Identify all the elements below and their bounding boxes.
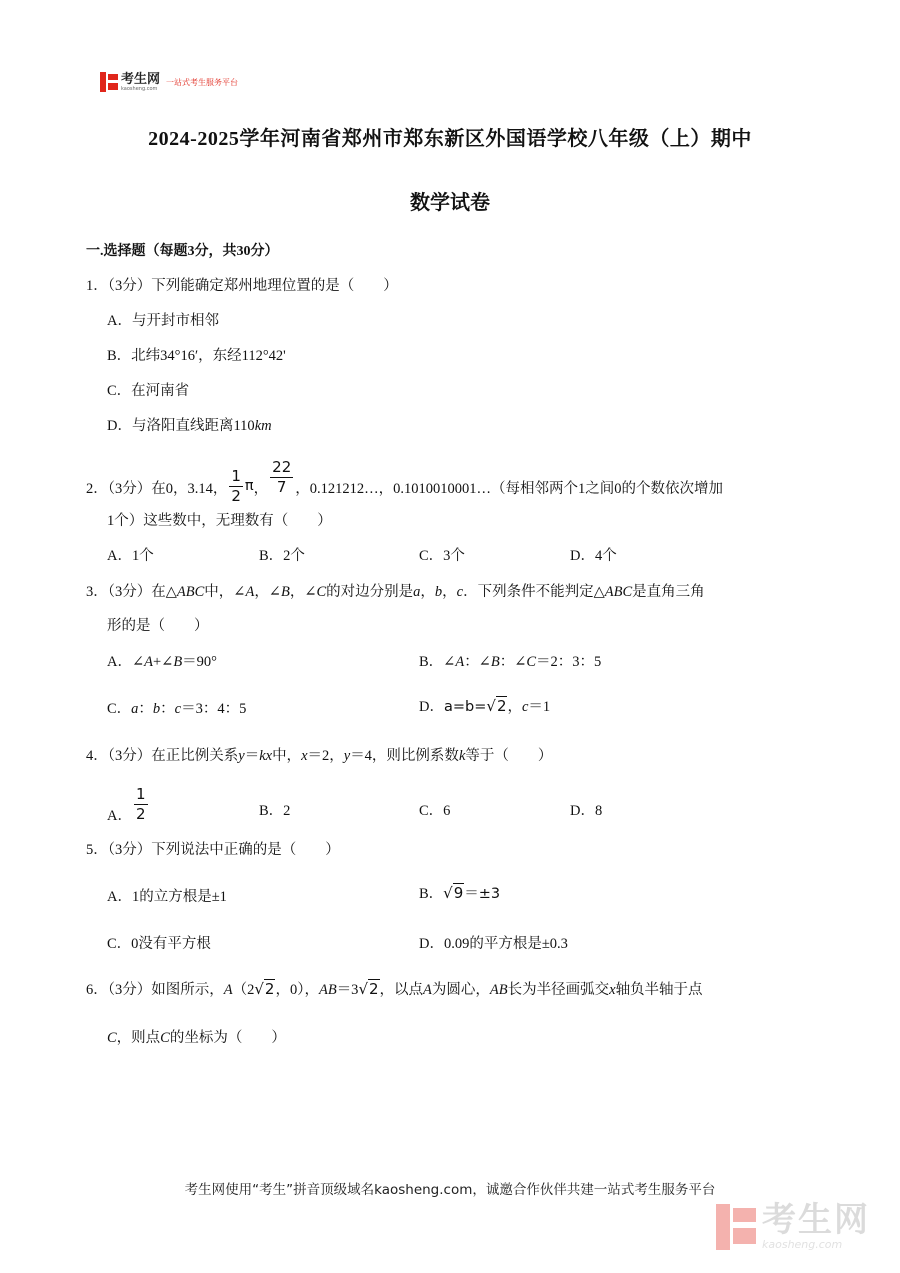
question-2-option-c: C．3个: [419, 548, 465, 564]
logo-domain: kaosheng.com: [121, 85, 158, 92]
question-5-option-d: D．0.09的平方根是±0.3: [419, 936, 568, 952]
watermark: [716, 1200, 870, 1251]
logo-slogan: 一站式考生服务平台: [166, 77, 239, 87]
question-2-option-d: D．4个: [570, 548, 617, 564]
watermark-logo-icon: [716, 1204, 756, 1250]
question-1-option-d: D．与洛阳直线距离110km: [107, 418, 272, 434]
question-3-option-c: C．a：b：c＝3：4：5: [107, 701, 247, 717]
watermark-text: 考生网: [762, 1200, 870, 1240]
question-2-stem-line2: 1个）这些数中，无理数有（ ）: [107, 513, 332, 529]
logo-icon: [100, 72, 118, 92]
fraction-22-7: $\frac{22}{7}$: [272, 458, 292, 496]
question-1-stem: 1．（3分）下列能确定郑州地理位置的是（ ）: [86, 278, 398, 294]
watermark-domain: kaosheng.com: [762, 1238, 843, 1251]
footer-text: 考生网使用“考生”拼音顶级域名kaosheng.com，诚邀合作伙伴共建一站式考生服务平台: [184, 1182, 716, 1198]
question-1-option-b: B．北纬34°16′，东经112°42': [107, 348, 286, 364]
fraction-one-half: $\frac{1}{2}$: [135, 785, 146, 823]
question-5-option-a: A．1的立方根是±1: [107, 889, 227, 905]
sqrt-symbol: √2: [358, 980, 379, 998]
fraction-one-half: $\frac{1}{2}$: [231, 466, 241, 505]
question-3-stem-line2: 形的是（ ）: [107, 618, 209, 634]
question-1-option-a: A．与开封市相邻: [107, 313, 219, 329]
question-6-stem-line2: C，则点C的坐标为（ ）: [107, 1030, 286, 1046]
question-4-option-c: C．6: [419, 803, 451, 819]
question-3-stem: 3．（3分）在△ABC中，∠A，∠B，∠C的对边分别是a，b，c．下列条件不能判定△ABC是直角三角: [86, 584, 705, 600]
question-5-stem: 5．（3分）下列说法中正确的是（ ）: [86, 842, 340, 858]
page-subtitle: 数学试卷: [410, 192, 490, 214]
question-2-option-a: A．1个: [107, 548, 154, 564]
sqrt-symbol: √9: [443, 884, 464, 902]
question-6-stem: 6．（3分）如图所示，A（2√2，0），AB＝3√2，以点A为圆心，AB长为半径画弧交x轴负半轴于点: [86, 980, 703, 998]
question-4-option-d: D．8: [570, 803, 603, 819]
question-4-option-a: A． $\frac{1}{2}$: [107, 785, 146, 824]
question-1-option-c: C．在河南省: [107, 383, 190, 399]
header-logo: [100, 70, 238, 94]
section-heading: 一.选择题（每题3分，共30分）: [86, 244, 279, 259]
sqrt-symbol: √2: [486, 697, 507, 715]
question-5-option-c: C．0没有平方根: [107, 936, 211, 952]
question-4-option-b: B．2: [259, 803, 291, 819]
logo-text: 考生网: [121, 71, 161, 87]
question-3-option-a: A．∠A+∠B＝90°: [107, 654, 217, 670]
question-2-stem: 2．（3分）在0，3.14， $\frac{1}{2}$ π ， $\frac{22}{7}$ ，0.121212…，0.1010010001…（每相邻两个1之间0的个数依次增加: [86, 458, 723, 505]
question-4-stem: 4．（3分）在正比例关系y＝kx中，x＝2，y＝4，则比例系数k等于（ ）: [86, 748, 553, 764]
question-3-option-d: D．a=b=√2，c＝1: [419, 697, 551, 715]
sqrt-symbol: √2: [254, 980, 275, 998]
question-5-option-b: B．√9＝±3: [419, 884, 501, 902]
question-2-option-b: B．2个: [259, 548, 305, 564]
question-3-option-b: B．∠A：∠B：∠C＝2：3：5: [419, 654, 602, 670]
pi-symbol: π: [244, 478, 254, 495]
page-title: 2024-2025学年河南省郑州市郑东新区外国语学校八年级（上）期中: [148, 128, 752, 150]
